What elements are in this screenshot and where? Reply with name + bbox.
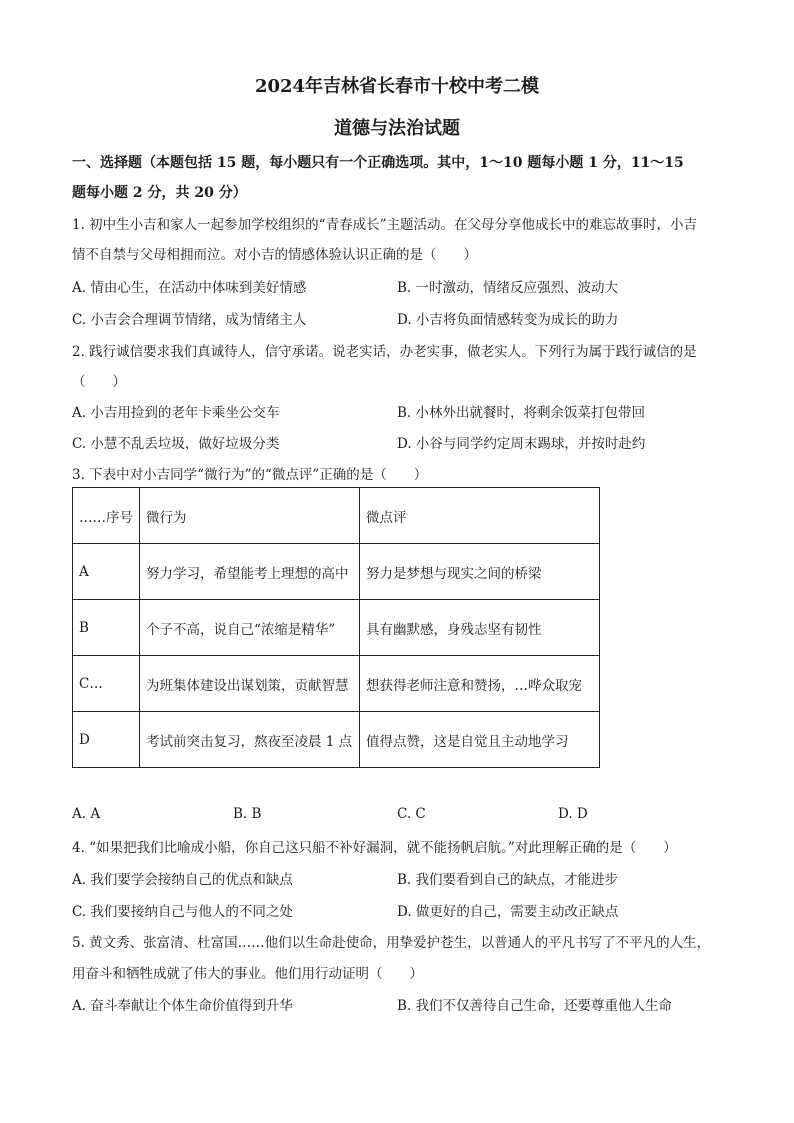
q1-stem-line1: 1. 初中生小吉和家人一起参加学校组织的“青春成长”主题活动。在父母分享他成长中的难忘故事时，小吉	[72, 217, 697, 233]
q5-stem-line2: 用奋斗和牺牲成就了伟大的事业。他们用行动证明（ ）	[72, 966, 423, 982]
table-cell: 值得点赞，这是自觉且主动地学习	[360, 712, 600, 768]
q3-option-b: B. B	[233, 806, 262, 822]
q4-option-b: B. 我们要看到自己的缺点，才能进步	[397, 872, 619, 888]
q1-option-a: A. 情由心生，在活动中体味到美好情感	[72, 280, 307, 296]
table-row	[73, 600, 600, 656]
q3-option-a: A. A	[72, 806, 101, 822]
q2-stem-line1: 2. 践行诚信要求我们真诚待人，信守承诺。说老实话，办老实事，做老实人。下列行为属于践行诚信的是	[72, 344, 697, 360]
q5-stem-line1: 5. 黄文秀、张富清、杜富国……他们以生命赴使命，用挚爱护苍生，以普通人的平凡书写了不平凡的人生，	[72, 935, 711, 951]
q3-option-d: D. D	[558, 806, 588, 822]
table-cell: A	[73, 544, 140, 600]
table-cell: 个子不高，说自己“浓缩是精华”	[140, 600, 360, 656]
q5-option-a: A. 奋斗奉献让个体生命价值得到升华	[72, 998, 293, 1014]
q3-stem-line1: 3. 下表中对小吉同学“微行为”的“微点评”正确的是（ ）	[72, 467, 428, 483]
table-cell: 考试前突击复习，熬夜至凌晨 1 点	[140, 712, 360, 768]
exam-title: 2024年吉林省长春市十校中考二模	[254, 76, 540, 97]
q4-option-a: A. 我们要学会接纳自己的优点和缺点	[72, 872, 293, 888]
table-row	[73, 544, 600, 600]
q2-option-c: C. 小慧不乱丢垃圾，做好垃圾分类	[72, 436, 280, 452]
table-cell: D	[73, 712, 140, 768]
q4-option-c: C. 我们要接纳自己与他人的不同之处	[72, 904, 293, 920]
q2-option-b: B. 小林外出就餐时，将剩余饭菜打包带回	[397, 405, 646, 421]
table-header-cell: 微点评	[360, 488, 600, 544]
section-heading-line1: 一、选择题（本题包括 15 题，每小题只有一个正确选项。其中，1～10 题每小题 1 分，11～15	[72, 155, 684, 171]
section-heading-line2: 题每小题 2 分，共 20 分）	[72, 185, 247, 201]
table-header-row	[73, 488, 600, 544]
table-cell: C…	[73, 656, 140, 712]
q1-stem-line2: 情不自禁与父母相拥而泣。对小吉的情感体验认识正确的是（ ）	[72, 247, 477, 263]
exam-subtitle: 道德与法治试题	[334, 118, 460, 139]
q4-option-d: D. 做更好的自己，需要主动改正缺点	[397, 904, 619, 920]
q2-stem-line2: （ ）	[72, 374, 126, 390]
table-row	[73, 712, 600, 768]
table-cell: 努力是梦想与现实之间的桥梁	[360, 544, 600, 600]
q5-option-b: B. 我们不仅善待自己生命，还要尊重他人生命	[397, 998, 673, 1014]
q2-option-a: A. 小吉用捡到的老年卡乘坐公交车	[72, 405, 280, 421]
q4-stem-line1: 4. “如果把我们比喻成小船，你自己这只船不补好漏洞，就不能扬帆启航。”对此理解正确的是（ ）	[72, 840, 677, 856]
table-cell: B	[73, 600, 140, 656]
table-cell: 努力学习，希望能考上理想的高中	[140, 544, 360, 600]
table-header-cell: ……序号	[73, 488, 140, 544]
q3-table	[72, 487, 600, 768]
q2-option-d: D. 小谷与同学约定周末踢球，并按时赴约	[397, 436, 646, 452]
table-cell: 为班集体建设出谋划策，贡献智慧	[140, 656, 360, 712]
q1-option-c: C. 小吉会合理调节情绪，成为情绪主人	[72, 312, 307, 328]
q1-option-b: B. 一时激动，情绪反应强烈、波动大	[397, 280, 619, 296]
table-row	[73, 656, 600, 712]
q1-option-d: D. 小吉将负面情感转变为成长的助力	[397, 312, 619, 328]
table-cell: 想获得老师注意和赞扬，…哗众取宠	[360, 656, 600, 712]
table-header-cell: 微行为	[140, 488, 360, 544]
q3-option-c: C. C	[397, 806, 426, 822]
table-cell: 具有幽默感，身残志坚有韧性	[360, 600, 600, 656]
